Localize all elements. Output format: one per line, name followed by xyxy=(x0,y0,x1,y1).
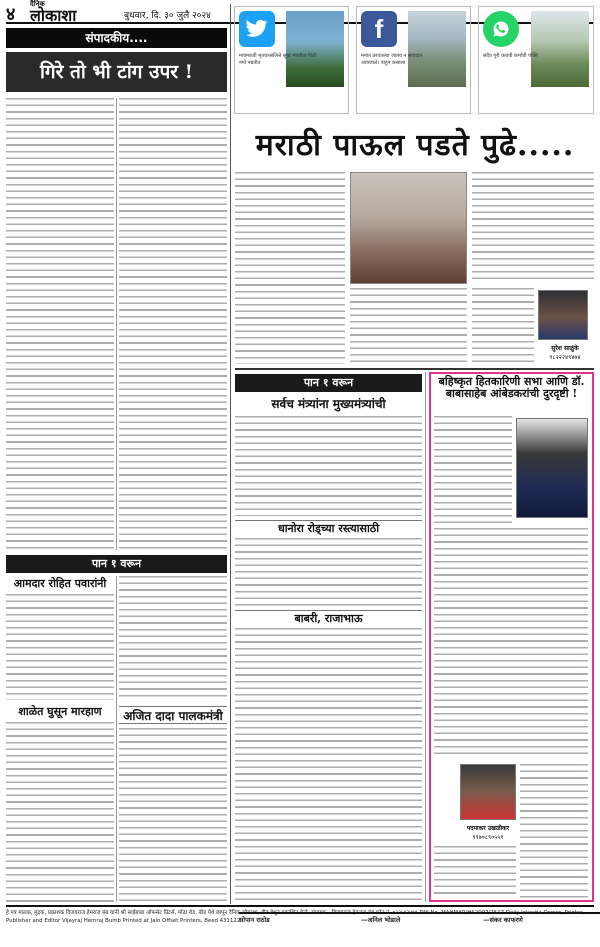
author-phone-padmakar: ९९७०८९०५५१ xyxy=(472,834,504,841)
facebook-box xyxy=(356,6,471,924)
column-divider xyxy=(116,576,117,902)
twitter-post-text: मायमराठी मृतवतसलित्ते सुख भवतीता विटो नमो नम्रतीत xyxy=(239,53,317,66)
ambedkar-headline: बहिष्कृत हितकारिणी सभा आणि डॉ. बाबासाहेब आंबेडकरांची दुरदृष्टी ! xyxy=(438,375,585,400)
story-body-continued xyxy=(119,576,227,701)
story-body-dhanora-road xyxy=(235,538,422,606)
main-story-col-2 xyxy=(350,288,467,364)
story-body-cm-ministers xyxy=(235,416,422,516)
ambedkar-body-col-3 xyxy=(520,764,588,898)
twitter-post-author: सोपान राठोड xyxy=(239,912,600,947)
author-photo-suresh xyxy=(538,290,588,340)
main-story-col-1 xyxy=(235,172,345,364)
editorial-section-label: संपादकीय.... xyxy=(6,28,227,48)
story-body-babari xyxy=(235,628,422,902)
column-divider xyxy=(116,98,117,550)
twitter-bird-icon xyxy=(239,11,275,47)
story-body-school-assault xyxy=(6,722,114,902)
page-number: ४ xyxy=(6,4,16,25)
whatsapp-post-author: —संकर काफरणे xyxy=(483,912,600,947)
imprint-footer: हे पत्र मालक, मुद्रक, प्रकाशक विजयराज हेमराज बंब यांनी श्री साईबाबा ऑफसेट प्रिंटर्स, मोंढा रोड, बीड येथे छापून दैनिक लोकाशा, बीड येथून प्रकाशित केले. संपादक - विजयराज हेमराज बंब फोन नं. ०२२५९२४९१ RNI No. MAHMAR/HS2007/2517 Daily lokasha Owner, Printer, Publisher and Editor Vijayraj Hemraj Bumb Printed at Jain Offset Printers, Beed 431122. xyxy=(6,905,594,943)
main-headline: मराठी पाऊल पडते पुढे..... xyxy=(255,128,575,163)
column-divider xyxy=(425,372,426,902)
ambedkar-body-col-2 xyxy=(434,528,588,758)
ambedkar-body-col-1 xyxy=(434,416,512,524)
ambedkar-body-col-4 xyxy=(434,846,516,898)
section-divider xyxy=(235,368,594,370)
mountain-landscape-photo xyxy=(286,11,344,87)
editorial-body-col-1 xyxy=(6,98,114,550)
woman-portrait-photo xyxy=(350,172,467,284)
story-headline-school-assault: शाळेत घुसून मारहाण xyxy=(18,705,102,718)
main-story-col-3 xyxy=(472,172,594,284)
whatsapp-post-text: सदैव गुरी करावी कर्माची पंक्ति xyxy=(483,53,538,59)
story-body-rohit-pawar xyxy=(6,594,114,700)
editorial-body-col-2 xyxy=(119,98,227,550)
main-story-col-3b xyxy=(472,288,534,364)
continued-label-left: पान १ वरून xyxy=(6,555,227,573)
story-body-ajit-dada xyxy=(119,728,227,902)
logo-title: लोकाशा xyxy=(30,6,77,25)
facebook-post-text: मनात ठरवतल्या जातंय न सावदात आयजाले। वाहून कसाला xyxy=(361,53,423,66)
monsoon-landscape-photo xyxy=(408,11,466,87)
palm-tree-photo xyxy=(531,11,589,87)
ambedkar-portrait xyxy=(516,418,588,518)
author-name-padmakar: पदमाकर उखळीकर xyxy=(466,825,510,832)
story-headline-dhanora-road: धानोरा रोड्च्या रस्त्यासाठी xyxy=(235,520,422,536)
author-name-suresh: सुरेश साळुंके xyxy=(551,345,579,352)
facebook-icon: f xyxy=(361,11,397,47)
story-headline-rohit-pawar: आमदार रोहित पवारांनी xyxy=(13,577,107,590)
story-headline-cm-ministers: सर्वच मंत्र्यांना मुख्यमंत्र्यांची xyxy=(271,397,386,411)
editorial-headline: गिरे तो भी टांग उपर ! xyxy=(6,52,227,92)
author-phone-suresh: ९८२२२४९४७४ xyxy=(549,354,581,361)
column-divider xyxy=(230,4,231,904)
facebook-post-author: —अनिल भोडाले xyxy=(361,912,600,947)
newspaper-logo xyxy=(30,0,77,26)
whatsapp-icon xyxy=(483,11,519,47)
logo-tagline: दैनिक xyxy=(30,0,45,8)
continued-label-middle: पान १ वरून xyxy=(235,374,422,392)
author-photo-padmakar xyxy=(460,764,516,820)
issue-date: बुधवार, दि. ३० जुलै २०२४ xyxy=(124,11,211,21)
story-headline-babari: बाबरी, राजाभाऊ xyxy=(235,610,422,626)
story-headline-ajit-dada: अजित दादा पालकमंत्री xyxy=(119,706,227,724)
